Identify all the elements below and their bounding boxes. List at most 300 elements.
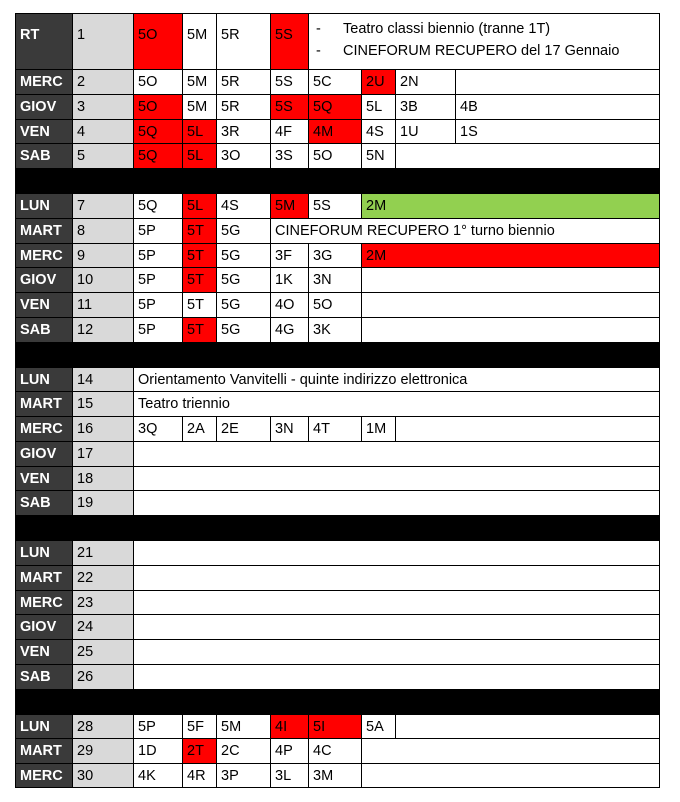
day-name-cell: LUN <box>15 540 72 565</box>
day-name-cell: VEN <box>15 639 72 664</box>
class-code: 2T <box>187 743 204 760</box>
date-cell: 5 <box>72 143 133 168</box>
grid-line <box>308 143 309 168</box>
grid-line <box>270 738 271 763</box>
date-cell: 29 <box>72 738 133 763</box>
grid-line <box>15 763 660 764</box>
grid-line <box>15 119 660 120</box>
grid-line <box>361 193 362 218</box>
class-cell <box>308 317 361 342</box>
day-name-cell: GIOV <box>15 614 72 639</box>
class-code: 5R <box>221 74 240 90</box>
grid-line <box>72 69 73 94</box>
class-cell <box>133 243 182 268</box>
grid-line <box>216 317 217 342</box>
grid-line <box>216 416 217 441</box>
grid-line <box>72 218 73 243</box>
class-code: 4S <box>221 198 239 214</box>
grid-line <box>72 763 73 788</box>
date-cell: 26 <box>72 664 133 689</box>
grid-line <box>270 416 271 441</box>
date-cell: 9 <box>72 243 133 268</box>
grid-line <box>361 738 362 763</box>
class-code: 4R <box>187 768 206 784</box>
class-cell <box>133 218 182 243</box>
grid-line <box>15 317 660 318</box>
day-name-cell: MART <box>15 565 72 590</box>
class-code: 5L <box>187 123 204 140</box>
grid-line <box>133 738 134 763</box>
grid-line <box>182 94 183 119</box>
day-name-cell: VEN <box>15 466 72 491</box>
class-cell <box>133 193 182 218</box>
class-cell <box>361 119 395 144</box>
grid-line <box>15 218 660 219</box>
date-cell: 23 <box>72 590 133 615</box>
class-cell <box>133 416 182 441</box>
class-code: 5T <box>187 222 204 239</box>
class-cell <box>216 119 270 144</box>
note-bullet: - <box>316 43 321 59</box>
date-cell: 28 <box>72 714 133 739</box>
grid-line <box>15 391 660 392</box>
class-code: 3N <box>275 421 294 437</box>
grid-line <box>133 639 134 664</box>
row-note: CINEFORUM RECUPERO 1° turno biennio <box>275 222 555 239</box>
class-cell <box>182 94 216 119</box>
grid-line <box>216 119 217 144</box>
grid-line <box>133 13 134 69</box>
grid-line <box>133 714 134 739</box>
grid-line <box>270 763 271 788</box>
grid-line <box>133 267 134 292</box>
grid-line <box>15 787 660 788</box>
day-name-cell: MERC <box>15 69 72 94</box>
class-cell <box>182 317 216 342</box>
day-name-cell: MERC <box>15 416 72 441</box>
class-code: 5R <box>221 98 240 115</box>
date-cell: 7 <box>72 193 133 218</box>
class-cell <box>308 243 361 268</box>
grid-line <box>133 69 134 94</box>
class-cell <box>216 193 270 218</box>
class-code: 5T <box>187 247 204 264</box>
class-cell <box>270 267 308 292</box>
class-cell <box>216 317 270 342</box>
class-code: 3N <box>313 272 332 289</box>
class-code: 5Q <box>138 123 158 140</box>
grid-line <box>72 243 73 268</box>
class-code: 5Q <box>138 148 158 165</box>
class-cell <box>270 94 308 119</box>
day-name-cell: MART <box>15 738 72 763</box>
note-text: Teatro classi biennio (tranne 1T) <box>343 21 551 37</box>
grid-line <box>361 143 362 168</box>
grid-line <box>270 143 271 168</box>
note-bullet: - <box>316 21 321 37</box>
grid-line <box>395 94 396 119</box>
class-code: 5C <box>313 74 332 90</box>
grid-line <box>15 168 660 169</box>
class-code: 5G <box>221 321 241 338</box>
class-cell <box>182 218 216 243</box>
class-code: 5Q <box>138 198 158 214</box>
grid-line <box>15 143 660 144</box>
class-code: 5M <box>187 74 208 90</box>
class-cell <box>182 13 216 69</box>
class-code: 4G <box>275 321 295 338</box>
class-cell <box>361 193 660 218</box>
day-name-cell: LUN <box>15 714 72 739</box>
class-cell <box>182 292 216 317</box>
grid-line <box>361 714 362 739</box>
day-name-cell: LUN <box>15 193 72 218</box>
week-separator <box>15 515 660 540</box>
class-code: 4I <box>275 718 288 735</box>
date-cell: 10 <box>72 267 133 292</box>
class-code: 5G <box>221 272 241 289</box>
date-cell: 8 <box>72 218 133 243</box>
class-cell <box>308 292 361 317</box>
grid-line <box>270 292 271 317</box>
grid-line <box>308 267 309 292</box>
week-separator <box>15 689 660 714</box>
class-code: 2A <box>187 421 205 437</box>
class-cell <box>308 143 361 168</box>
class-code: 5N <box>366 148 385 165</box>
grid-line <box>15 466 660 467</box>
grid-line <box>308 763 309 788</box>
grid-line <box>659 13 660 788</box>
class-code: 5O <box>138 27 158 43</box>
class-cell <box>361 714 395 739</box>
class-cell <box>361 143 395 168</box>
class-code: 5M <box>221 718 242 735</box>
day-name-cell: GIOV <box>15 94 72 119</box>
class-cell <box>308 416 361 441</box>
day-name-cell: SAB <box>15 664 72 689</box>
grid-line <box>361 292 362 317</box>
grid-line <box>308 243 309 268</box>
class-cell <box>270 416 308 441</box>
week-separator <box>15 342 660 367</box>
class-code: 5S <box>313 198 331 214</box>
class-code: 5P <box>138 297 156 313</box>
grid-line <box>455 119 456 144</box>
grid-line <box>133 292 134 317</box>
class-cell <box>216 143 270 168</box>
grid-line <box>133 119 134 144</box>
grid-line <box>361 243 362 268</box>
grid-line <box>15 94 660 95</box>
grid-line <box>270 69 271 94</box>
class-code: 4S <box>366 123 384 140</box>
row-note: Teatro triennio <box>138 396 230 413</box>
class-cell <box>182 267 216 292</box>
class-cell <box>133 69 182 94</box>
date-cell: 22 <box>72 565 133 590</box>
class-cell <box>395 119 455 144</box>
grid-line <box>216 714 217 739</box>
grid-line <box>308 13 309 69</box>
grid-line <box>216 292 217 317</box>
grid-line <box>72 94 73 119</box>
grid-line <box>361 763 362 788</box>
class-cell <box>133 763 182 788</box>
grid-line <box>72 441 73 466</box>
date-cell: 18 <box>72 466 133 491</box>
grid-line <box>15 639 660 640</box>
class-code: 2M <box>366 198 387 214</box>
class-cell <box>216 69 270 94</box>
grid-line <box>395 69 396 94</box>
day-name-cell: VEN <box>15 119 72 144</box>
class-code: 3B <box>400 98 418 115</box>
grid-line <box>15 243 660 244</box>
grid-line <box>133 763 134 788</box>
grid-line <box>182 416 183 441</box>
grid-line <box>182 193 183 218</box>
grid-line <box>182 69 183 94</box>
grid-line <box>133 614 134 639</box>
class-code: 5O <box>138 74 158 90</box>
class-code: 5O <box>313 297 333 313</box>
class-cell <box>133 738 182 763</box>
grid-line <box>133 367 134 392</box>
class-code: 5F <box>187 718 204 735</box>
class-code: 3G <box>313 247 333 264</box>
grid-line <box>72 590 73 615</box>
grid-line <box>395 119 396 144</box>
class-code: 3R <box>221 123 240 140</box>
note-text: CINEFORUM RECUPERO del 17 Gennaio <box>343 43 620 59</box>
day-name-cell: LUN <box>15 367 72 392</box>
class-code: 3F <box>275 247 292 264</box>
grid-line <box>72 143 73 168</box>
class-cell <box>133 267 182 292</box>
class-cell <box>182 193 216 218</box>
grid-line <box>133 391 134 416</box>
date-cell: 2 <box>72 69 133 94</box>
grid-line <box>72 193 73 218</box>
class-code: 5O <box>313 148 333 165</box>
grid-line <box>133 441 134 466</box>
date-cell: 25 <box>72 639 133 664</box>
day-name-cell: MERC <box>15 763 72 788</box>
class-code: 1U <box>400 123 419 140</box>
date-cell: 19 <box>72 490 133 515</box>
class-code: 3K <box>313 321 331 338</box>
grid-line <box>15 540 660 541</box>
grid-line <box>133 590 134 615</box>
grid-line <box>72 664 73 689</box>
class-cell <box>182 119 216 144</box>
grid-line <box>133 218 134 243</box>
grid-line <box>72 119 73 144</box>
class-cell <box>455 119 660 144</box>
class-code: 5M <box>275 198 296 214</box>
grid-line <box>308 714 309 739</box>
grid-line <box>395 143 396 168</box>
class-code: 4T <box>313 421 330 437</box>
class-code: 5I <box>313 718 326 735</box>
day-name-cell: MART <box>15 218 72 243</box>
grid-line <box>308 317 309 342</box>
grid-line <box>361 416 362 441</box>
date-cell: 17 <box>72 441 133 466</box>
class-cell <box>182 738 216 763</box>
grid-line <box>15 664 660 665</box>
grid-line <box>72 13 73 69</box>
grid-line <box>270 267 271 292</box>
class-code: 3P <box>221 768 239 784</box>
grid-line <box>270 218 271 243</box>
class-cell <box>182 763 216 788</box>
class-code: 2U <box>366 74 385 90</box>
grid-line <box>182 218 183 243</box>
class-code: 3M <box>313 768 334 784</box>
class-code: 3S <box>275 148 293 165</box>
class-cell <box>270 317 308 342</box>
class-cell <box>270 763 308 788</box>
date-cell: 24 <box>72 614 133 639</box>
grid-line <box>72 317 73 342</box>
grid-line <box>72 565 73 590</box>
grid-line <box>216 69 217 94</box>
day-name-cell: SAB <box>15 490 72 515</box>
day-name-cell: GIOV <box>15 441 72 466</box>
grid-line <box>308 69 309 94</box>
class-cell <box>216 13 270 69</box>
class-cell <box>216 94 270 119</box>
class-cell <box>133 317 182 342</box>
grid-line <box>72 367 73 392</box>
grid-line <box>15 714 660 715</box>
grid-line <box>455 94 456 119</box>
grid-line <box>361 119 362 144</box>
day-name-cell: MART <box>15 391 72 416</box>
grid-line <box>72 490 73 515</box>
row-note: Orientamento Vanvitelli - quinte indirizzo elettronica <box>138 371 468 388</box>
class-code: 1M <box>366 421 387 437</box>
class-cell <box>455 94 660 119</box>
class-cell <box>182 714 216 739</box>
class-code: 1K <box>275 272 293 289</box>
class-cell <box>133 13 182 69</box>
class-cell <box>308 763 361 788</box>
class-code: 5G <box>221 247 241 264</box>
grid-line <box>15 416 660 417</box>
grid-line <box>15 342 660 343</box>
grid-line <box>182 292 183 317</box>
grid-line <box>182 243 183 268</box>
grid-line <box>216 218 217 243</box>
class-code: 4O <box>275 297 295 313</box>
grid-line <box>182 143 183 168</box>
class-code: 2C <box>221 743 240 760</box>
grid-line <box>270 13 271 69</box>
class-cell <box>133 714 182 739</box>
grid-line <box>15 515 660 516</box>
grid-line <box>182 317 183 342</box>
grid-line <box>72 416 73 441</box>
grid-line <box>133 243 134 268</box>
class-cell <box>216 243 270 268</box>
class-cell <box>216 763 270 788</box>
class-code: 5A <box>366 718 384 735</box>
grid-line <box>15 13 660 14</box>
class-cell <box>270 714 308 739</box>
class-cell <box>270 119 308 144</box>
class-cell <box>182 69 216 94</box>
class-code: 5O <box>138 98 158 115</box>
class-code: 4K <box>138 768 156 784</box>
class-cell <box>308 69 361 94</box>
grid-line <box>133 664 134 689</box>
class-cell <box>216 292 270 317</box>
grid-line <box>15 13 16 788</box>
note-line <box>316 21 550 38</box>
grid-line <box>133 540 134 565</box>
grid-line <box>72 639 73 664</box>
class-cell <box>270 13 308 69</box>
class-code: 5L <box>187 198 204 214</box>
grid-line <box>270 243 271 268</box>
grid-line <box>395 416 396 441</box>
class-code: 3L <box>275 768 292 784</box>
grid-line <box>361 94 362 119</box>
day-name-cell: MERC <box>15 590 72 615</box>
class-code: 5R <box>221 27 240 43</box>
class-code: 5G <box>221 297 241 313</box>
class-cell <box>361 94 395 119</box>
class-code: 5P <box>138 321 156 338</box>
grid-line <box>270 317 271 342</box>
class-code: 5Q <box>313 98 333 115</box>
week-separator <box>15 168 660 193</box>
date-cell: 16 <box>72 416 133 441</box>
notes-box <box>308 13 660 69</box>
class-cell <box>395 69 455 94</box>
date-cell: 14 <box>72 367 133 392</box>
class-cell <box>308 714 361 739</box>
class-code: 3O <box>221 148 241 165</box>
grid-line <box>182 763 183 788</box>
date-cell: 4 <box>72 119 133 144</box>
grid-line <box>72 614 73 639</box>
grid-line <box>308 416 309 441</box>
day-name-cell: SAB <box>15 143 72 168</box>
grid-line <box>182 267 183 292</box>
date-cell: 21 <box>72 540 133 565</box>
grid-line <box>15 69 660 70</box>
grid-line <box>15 490 660 491</box>
class-code: 5G <box>221 222 241 239</box>
grid-line <box>15 441 660 442</box>
class-cell <box>308 119 361 144</box>
grid-line <box>182 738 183 763</box>
grid-line <box>15 689 660 690</box>
class-code: 2N <box>400 74 419 90</box>
grid-line <box>216 193 217 218</box>
class-code: 5P <box>138 272 156 289</box>
class-cell <box>133 143 182 168</box>
grid-line <box>308 193 309 218</box>
grid-line <box>308 119 309 144</box>
grid-line <box>15 367 660 368</box>
grid-line <box>182 714 183 739</box>
class-cell <box>216 416 270 441</box>
